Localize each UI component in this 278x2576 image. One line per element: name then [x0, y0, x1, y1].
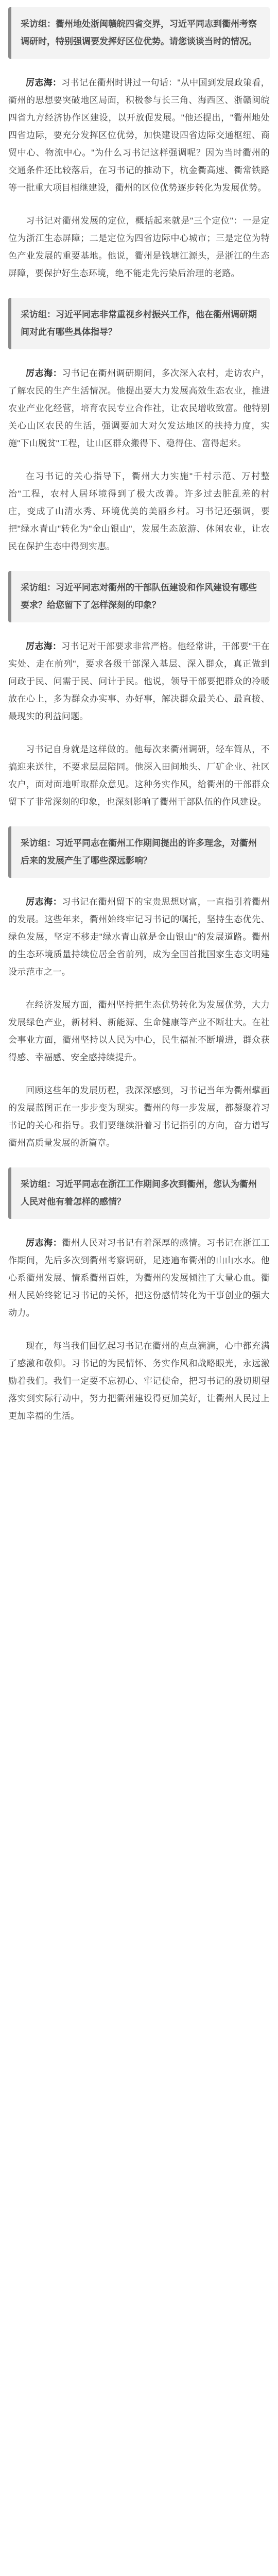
speaker-label: 厉志海： — [26, 897, 62, 907]
question-box: 采访组：衢州地处浙闽赣皖四省交界，习近平同志到衢州考察调研时，特别强调要发挥好区位优势。请您谈谈当时的情况。 — [8, 7, 270, 59]
answer-paragraph: 现在，每当我们回忆起习书记在衢州的点点滴滴，心中都充满了感激和敬仰。习书记的为民情怀、务实作风和战略眼光，永远激励着我们。我们一定要不忘初心、牢记使命，把习书记的殷切期望落实到实际行动中，努力把衢州建设得更加美好，让衢州人民过上更加幸福的生活。 — [8, 1341, 270, 1421]
answer-paragraph: 习书记对衢州发展的定位，概括起来就是"三个定位"：一是定位为浙江生态屏障；二是定位为四省边际中心城市；三是定位为特色产业发展的重要基地。他说，衢州是钱塘江源头，是浙江的生态屏障，要保护好生态环境，绝不能走先污染后治理的老路。 — [8, 216, 270, 278]
answer-text: 衢州人民对习书记有着深厚的感情。习书记在浙江工作期间，先后多次到衢州考察调研，足迹遍布衢州的山山水水。他心系衢州发展、情系衢州百姓，为衢州的发展倾注了大量心血。衢州人民始终铭记习书记的关怀，把这份感情转化为干事创业的强大动力。 — [8, 1238, 270, 1318]
answer-paragraph — [8, 893, 270, 981]
answer-paragraph — [8, 365, 270, 452]
speaker-label: 厉志海： — [26, 1238, 62, 1248]
question-box: 采访组：习近平同志在衢州工作期间提出的许多理念，对衢州后来的发展产生了哪些深远影响？ — [8, 826, 270, 878]
answer-paragraph — [8, 638, 270, 725]
qa-section-2 — [8, 298, 270, 555]
answer-paragraph: 习书记自身就是这样做的。他每次来衢州调研，轻车简从，不搞迎来送往，不要求层层陪同。他深入田间地头、厂矿企业、社区农户，面对面地听取群众意见。这种务实作风，给衢州的干部群众留下了非常深刻的印象，也深刻影响了衢州干部队伍的作风建设。 — [8, 744, 270, 807]
question-box: 采访组：习近平同志非常重视乡村振兴工作，他在衢州调研期间对此有哪些具体指导？ — [8, 298, 270, 349]
answer-paragraph: 在经济发展方面，衢州坚持把生态优势转化为发展优势，大力发展绿色产业，新材料、新能源、生命健康等产业不断壮大。在社会事业方面，衢州坚持以人民为中心，民生福祉不断增进，群众获得感、幸福感、安全感持续提升。 — [8, 1000, 270, 1062]
speaker-label: 厉志海： — [26, 368, 62, 378]
answer-paragraph: 在习书记的关心指导下，衢州大力实施"千村示范、万村整治"工程，农村人居环境得到了极大改善。许多过去脏乱差的村庄，变成了山清水秀、环境优美的美丽乡村。习书记还强调，要把"绿水青山"转化为"金山银山"，发展生态旅游、休闲农业，让农民在保护生态中得到实惠。 — [8, 471, 270, 551]
speaker-label: 厉志海： — [26, 641, 62, 651]
qa-section-1 — [8, 7, 270, 282]
answer-paragraph — [8, 74, 270, 197]
answer-text: 习书记在衢州调研期间，多次深入农村，走访农户，了解农民的生产生活情况。他提出要大力发展高效生态农业，推进农业产业化经营，培育农民专业合作社，让农民增收致富。他特别关心山区农民的生活，强调要加大对欠发达地区的扶持力度，实施"下山脱贫"工程，让山区群众搬得下、稳得住、富得起来。 — [8, 368, 270, 448]
answer-paragraph: 回顾这些年的发展历程，我深深感到，习书记当年为衢州擘画的发展蓝图正在一步步变为现实。衢州的每一步发展，都凝聚着习书记的关心和指导。我们要继续沿着习书记指引的方向，奋力谱写衢州高质量发展的新篇章。 — [8, 1086, 270, 1148]
answer-text: 习书记在衢州时讲过一句话："从中国到发展政策看，衢州的思想要突破地区局面，积极参与长三角、海西区、浙赣闽皖四省九方经济协作区建设，以开放促发展。"他还提出，"衢州地处四省边际，要充分发挥区位优势，加快建设四省边际交通枢纽、商贸中心、物流中心。"为什么习书记这样强调呢？因为当时衢州的交通条件还比较落后，在习书记的推动下，杭金衢高速、衢常铁路等一批重大项目相继建设，衢州的区位优势逐步转化为发展优势。 — [8, 78, 270, 193]
answer-paragraph — [8, 1234, 270, 1322]
qa-section-5 — [8, 1167, 270, 1425]
answer-text: 习书记在衢州留下的宝贵思想财富，一直指引着衢州的发展。这些年来，衢州始终牢记习书记的嘱托，坚持生态优先、绿色发展，坚定不移走"绿水青山就是金山银山"的发展道路。衢州的生态环境质量持续位居全省前列，成为全国首批国家生态文明建设示范市之一。 — [8, 897, 270, 977]
speaker-label: 厉志海： — [26, 78, 62, 88]
answer-text: 习书记对干部要求非常严格。他经常讲，干部要"干在实处、走在前列"，要求各级干部深入基层、深入群众，真正做到问政于民、问需于民、问计于民。他说，领导干部要把群众的冷暖放在心上，多为群众办实事、办好事，解决群众最关心、最直接、最现实的利益问题。 — [8, 641, 270, 721]
qa-section-4 — [8, 826, 270, 1152]
qa-section-3 — [8, 571, 270, 811]
question-box: 采访组：习近平同志在浙江工作期间多次到衢州，您认为衢州人民对他有着怎样的感情？ — [8, 1167, 270, 1219]
question-box: 采访组：习近平同志对衢州的干部队伍建设和作风建设有哪些要求？给您留下了怎样深刻的印象？ — [8, 571, 270, 622]
